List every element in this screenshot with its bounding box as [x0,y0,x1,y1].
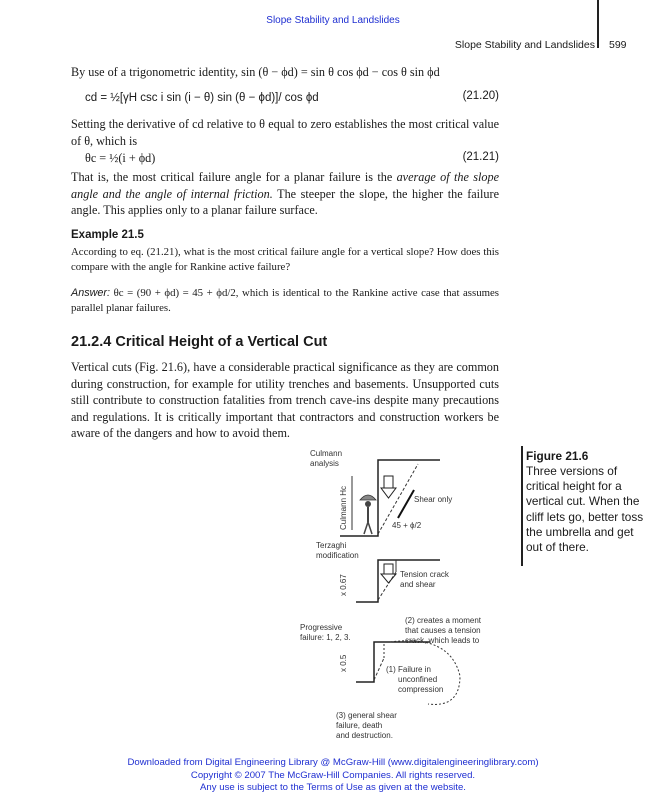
load-arrow-2 [384,564,393,574]
label-step1-2: unconfined [398,675,438,684]
label-tension-2: and shear [400,580,436,589]
label-progressive-2: failure: 1, 2, 3. [300,633,351,642]
label-step3-3: and destruction. [336,731,393,740]
shear-plane-2 [378,572,396,600]
answer-text: θc = (90 + ϕd) = 45 + ϕd/2, which is identical to the Rankine active case that assumes parallel planar failures. [71,287,499,314]
paragraph-critical-angle [71,169,499,219]
figure-title: Figure 21.6 [526,449,589,463]
label-shear-only: Shear only [414,495,453,504]
label-culmann-hc: Culmann Hc [339,485,348,530]
failure-line-1 [374,658,384,680]
label-step1-3: compression [398,685,444,694]
label-step2-2: that causes a tension [405,626,481,635]
page-number: 599 [609,39,627,51]
answer-label: Answer: [71,287,111,299]
label-x067: x 0.67 [339,574,348,596]
equation-21-20-text: cd = ½[γH csc i sin (i − θ) sin (θ − ϕd)]/ cos ϕd [85,92,319,104]
header-rule [597,0,599,48]
label-culmann-2: analysis [310,459,339,468]
p3-start: That is, the most critical failure angle for a planar failure is the [71,170,397,184]
label-step3-1: (3) general shear [336,711,397,720]
paragraph-identity: By use of a trigonometric identity, sin (θ − ϕd) = sin θ cos ϕd − cos θ sin ϕd [71,65,440,79]
label-terzaghi-1: Terzaghi [316,541,347,550]
worker-head [365,501,371,507]
label-step2-1: (2) creates a moment [405,616,482,625]
worker-leg-left [364,522,368,534]
example-answer [71,286,499,315]
label-step2-3: crack, which leads to [405,636,480,645]
label-culmann-1: Culmann [310,449,343,458]
running-head: Slope Stability and Landslides [454,39,595,51]
equation-21-21 [71,151,499,166]
p3-end: The steeper the slope, the higher the failure angle. This applies only to a planar failure surface. [71,186,499,218]
equation-21-21-number: (21.21) [462,151,499,163]
load-arrow-head-2 [381,574,396,583]
section-heading: 21.2.4 Critical Height of a Vertical Cut [71,334,328,350]
label-terzaghi-2: modification [316,551,359,560]
load-arrow-1 [384,476,393,488]
figure-caption: Three versions of critical height for a vertical cut. When the cliff lets go, better toss the umbrella and get out of there. [526,464,644,555]
paragraph-derivative: Setting the derivative of cd relative to θ equal to zero establishes the most critical value of θ, which is [71,117,499,148]
label-step1-1: (1) Failure in [386,665,431,674]
footer [0,757,666,795]
section-paragraph: Vertical cuts (Fig. 21.6), have a considerable practical significance as they are common during construction, for example for utility trenches and basements. Unsupported cuts still contribute to construction fatalities from trench cave-ins despite many precautions and regulations. It is critically important that contractors and construction workers be aware of the dangers and how to avoid them. [71,360,499,441]
caption-rule [521,446,523,566]
footer-line-2: Copyright © 2007 The McGraw-Hill Companies. All rights reserved. [190,769,476,781]
example-title: Example 21.5 [71,229,144,241]
top-link[interactable]: Slope Stability and Landslides [266,15,400,26]
p3-emphasis: average of the slope angle and the angle of internal friction. [71,170,499,201]
worker-leg-right [368,522,372,534]
label-progressive-1: Progressive [300,623,343,632]
equation-21-20-number: (21.20) [462,90,499,102]
example-question: According to eq. (21.21), what is the most critical failure angle for a vertical slope? How does this compare with the angle for Rankine active failure? [71,246,499,273]
footer-line-3: Any use is subject to the Terms of Use as given at the website. [200,782,466,793]
footer-line-1[interactable]: Downloaded from Digital Engineering Library @ McGraw-Hill (www.digitalengineeringlibrary.com) [127,757,539,768]
equation-21-20 [71,90,499,105]
equation-21-21-text: θc = ½(i + ϕd) [85,151,156,165]
umbrella-icon [360,495,376,500]
load-arrow-head-1 [381,488,396,498]
label-x05: x 0.5 [339,654,348,672]
label-angle: 45 + ϕ/2 [392,521,422,530]
figure-diagram [300,446,500,750]
label-step3-2: failure, death [336,721,383,730]
label-tension-1: Tension crack [400,570,449,579]
